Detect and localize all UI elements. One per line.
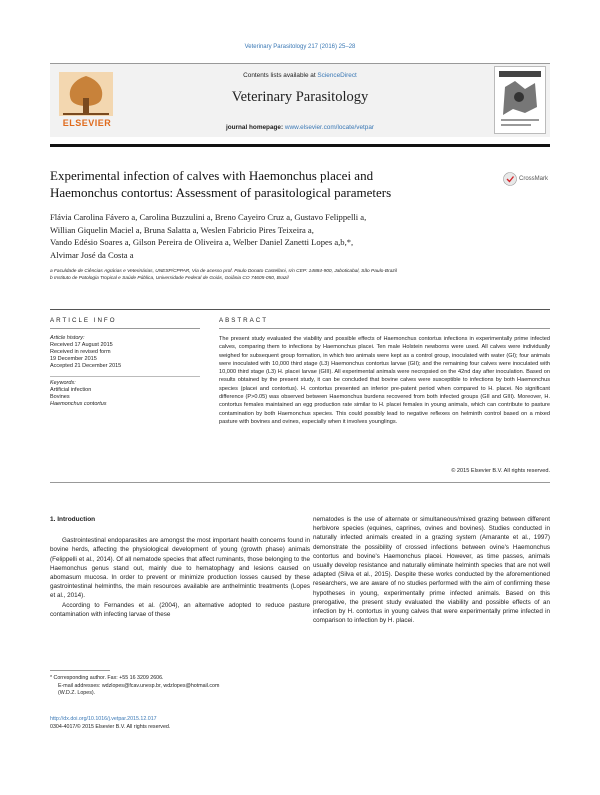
crossmark-badge[interactable]: CrossMark <box>503 172 551 188</box>
abstract-copyright: © 2015 Elsevier B.V. All rights reserved. <box>451 468 550 474</box>
sciencedirect-link[interactable]: ScienceDirect <box>317 72 357 79</box>
abstract-heading: ABSTRACT <box>219 317 269 324</box>
header-divider <box>50 144 550 147</box>
body-divider <box>50 482 550 483</box>
elsevier-wordmark: ELSEVIER <box>62 118 112 128</box>
article-history: Article history: Received 17 August 2015 Received in revised form 19 December 2015 Accepted 21 December 2015 <box>50 335 122 369</box>
affiliation-b: b Instituto de Patologia Tropical e Saúde Pública, Universidade Federal de Goiás, Goiânia CO 74605-050, Brazil <box>50 276 289 281</box>
doi-block <box>50 716 310 731</box>
homepage-link[interactable]: www.elsevier.com/locate/vetpar <box>284 124 375 131</box>
author-line: Willian Giquelin Maciel a, Bruna Salatta a, Weslen Fabricio Pires Teixeira a, <box>50 224 314 235</box>
intro-heading: 1. Introduction <box>50 516 96 523</box>
keyword: Haemonchus contortus <box>50 401 107 407</box>
article-info-heading: ARTICLE INFO <box>50 317 117 324</box>
author-line: Alvimar José da Costa a <box>50 249 134 260</box>
footnote-rule <box>50 670 110 671</box>
abstract-text: The present study evaluated the viability and possible effects of Haemonchus contortus infections in experimentally prime infected calves, comparing them to infections by Haemonchus placei. Ten male Holstein newborns were used. All calves were individually weighed for subsequent group formation, in which two animals were kept as a control group, inoculated with water (GI); four animals were inoculated with 10,000 third stage (L3) Haemonchus contortus larvae (GII); and the remaining four calves were inoculated with 10,000 third stage (L3) H. placei larvae (GIII). All experimental animals were necropsied on the 42nd day after inoculation. Based on results obtained by the present study, it can be concluded that bovine calves were susceptible to infections by both Haemonchus species (placei and contortus). H. contortus presented an inferior pre-patent period when compared to H. placei. No significant difference (P>0.05) was observed between Haemonchus burdens recovered from both infected groups (GII and GIII). Moreover, H. contortus females maintained an egg production rate similar to H. placei females in young animals, which can contribute to pasture contamination by both Haemonchus species. This could possibly lead to negative reflexes on helminth control based on a mixed pasture with bovines and ovines, especially when it involves younglings. <box>219 336 550 425</box>
doi-link[interactable]: http://dx.doi.org/10.1016/j.vetpar.2015.12.017 <box>50 716 157 722</box>
journal-cover-image <box>495 67 545 133</box>
journal-homepage: journal homepage: www.elsevier.com/locate/vetpar <box>225 124 375 131</box>
contents-line: Contents lists available at ScienceDirect <box>243 72 357 79</box>
article-title: Experimental infection of calves with Haemonchus placei and Haemonchus contortus: Assessment of parasitological parameters <box>50 168 392 200</box>
crossmark-icon <box>503 172 517 186</box>
right-column <box>313 515 550 625</box>
keywords: Keywords: Artificial infection Bovines Haemonchus contortus <box>50 380 190 408</box>
abstract-rule <box>219 328 550 329</box>
intro-paragraph-continued: nematodes is the use of alternate or simultaneous/mixed grazing between different herbivore species (equines, caprines, ovines and bovines). Studies conducted in naturally infected animals created in a grazing system (Amarante et al., 1997) demonstrate the possibility of crossed infections between ovine's Haemonchus contortus and bovine's Haemonchus placei. However, as time passes, animals usually develop resistance and naturally eliminate helminth species that are not well adapted (Silva et al., 2015). Despite these works conducted by the aforementioned researchers, we are aware of no studies performed with the aim of confirming these hypotheses in young, experimentally prime infected animals. Based on this prerogative, the present study evaluated the viability and possible effects of an infection by H. contortus in young calves that were experimentally prime infected in comparison to infection by H. placei. <box>313 516 550 625</box>
left-column <box>50 515 310 619</box>
author-line: Flávia Carolina Fávero a, Carolina Buzzulini a, Breno Cayeiro Cruz a, Gustavo Felippelli a, <box>50 212 367 222</box>
info-divider <box>50 309 550 310</box>
issn-copyright: 0304-4017/© 2015 Elsevier B.V. All rights reserved. <box>50 723 171 730</box>
keyword: Artificial infection <box>50 387 92 393</box>
journal-citation: Veterinary Parasitology 217 (2016) 25–28 <box>244 44 356 50</box>
keyword: Bovines <box>50 394 70 400</box>
affiliations <box>50 268 470 282</box>
affiliation-a: a Faculdade de Ciências Agrárias e Veterinárias, UNESP/CPPAR, Via de acesso prof. Paulo Donato Castellani, s/n CEP: 14884-900, Jaboticabal, São Paulo-Brazil <box>50 269 397 274</box>
corresponding-author-footnote: * Corresponding author. Fax: +55 16 3209 2606. E-mail addresses: wdzlopes@fcav.unesp.br, wdzlopes@hotmail.com (W.D.Z. Lopes). <box>50 675 220 696</box>
intro-paragraph-1: Gastrointestinal endoparasites are amongst the most important health concerns found in bovine herds, affecting the physiological development of young (growth phase) animals (Felippelli et al., 2014). Of all nematode species that affect ruminants, those belonging to the Haemonchus genus stand out, mainly due to hematophagy and lesions caused on abomasum mucosa. In order to prevent or minimize production losses caused by these gastrointestinal helminths, the main resources available are anthelmintic treatments (Lopes et al., 2014). <box>50 537 310 600</box>
journal-name: Veterinary Parasitology <box>231 89 369 105</box>
journal-cover-thumbnail <box>494 66 546 134</box>
info-rule <box>50 328 200 329</box>
author-line: Vando Edésio Soares a, Gilson Pereira de Oliveira a, Welber Daniel Zanetti Lopes a,b,*, <box>50 237 354 247</box>
author-list <box>50 211 510 261</box>
history-rule <box>50 376 200 377</box>
intro-paragraph-2: According to Fernandes et al. (2004), an alternative adopted to reduce pasture contamination with infecting larvae of these <box>50 601 310 618</box>
